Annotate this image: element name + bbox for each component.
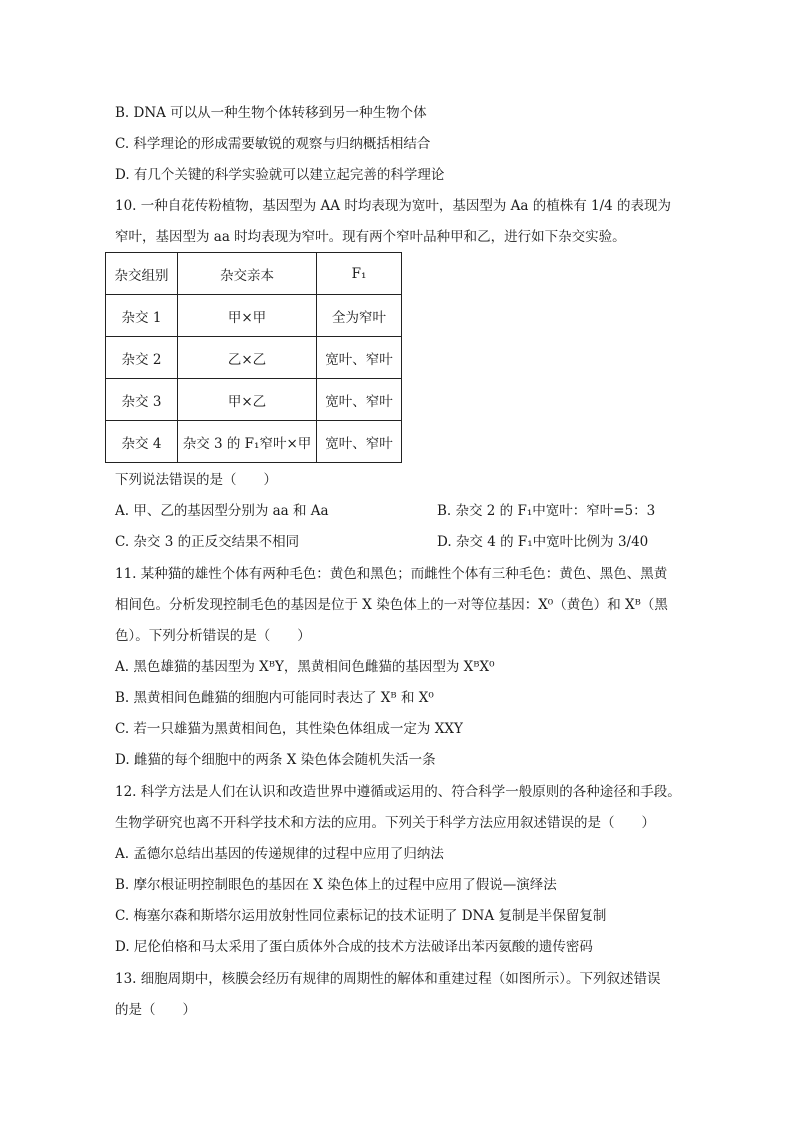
q10-option-a: A. 甲、乙的基因型分别为 aa 和 Aa — [115, 503, 329, 519]
table-row — [106, 337, 402, 379]
table-cell: 宽叶、窄叶 — [317, 379, 402, 421]
table-header: 杂交亲本 — [178, 253, 317, 295]
q12-option-d: D. 尼伦伯格和马太采用了蛋白质体外合成的技术方法破译出苯丙氨酸的遗传密码 — [115, 939, 593, 955]
q12-option-a: A. 孟德尔总结出基因的传递规律的过程中应用了归纳法 — [115, 846, 444, 862]
table-row — [106, 379, 402, 421]
option-d-prev: D. 有几个关键的科学实验就可以建立起完善的科学理论 — [115, 167, 445, 183]
q12-option-b: B. 摩尔根证明控制眼色的基因在 X 染色体上的过程中应用了假说—演绎法 — [115, 877, 557, 893]
table-cell: 宽叶、窄叶 — [317, 421, 402, 463]
q10-text-line2: 窄叶，基因型为 aa 时均表现为窄叶。现有两个窄叶品种甲和乙，进行如下杂交实验。 — [115, 229, 626, 245]
table-header: F₁ — [317, 253, 402, 295]
table-header-row — [106, 253, 402, 295]
option-b-prev: B. DNA 可以从一种生物个体转移到另一种生物个体 — [115, 105, 427, 121]
q13-text-line2: 的是（ ） — [115, 1002, 196, 1018]
table-header: 杂交组别 — [106, 253, 178, 295]
table-cell: 杂交 2 — [106, 337, 178, 379]
table-cell: 杂交 1 — [106, 295, 178, 337]
q10-option-b: B. 杂交 2 的 F₁中宽叶：窄叶=5：3 — [437, 503, 656, 519]
q13-text-line1: 13. 细胞周期中，核膜会经历有规律的周期性的解体和重建过程（如图所示）。下列叙述错误 — [115, 971, 661, 987]
q10-stem: 下列说法错误的是（ ） — [115, 472, 277, 488]
q10-text-line1: 10. 一种自花传粉植物，基因型为 AA 时均表现为宽叶，基因型为 Aa 的植株有 1/4 的表现为 — [115, 198, 672, 214]
option-c-prev: C. 科学理论的形成需要敏锐的观察与归纳概括相结合 — [115, 136, 431, 152]
q10-option-d: D. 杂交 4 的 F₁中宽叶比例为 3/40 — [437, 534, 649, 550]
table-cell: 宽叶、窄叶 — [317, 337, 402, 379]
table-cell: 杂交 3 的 F₁窄叶×甲 — [178, 421, 317, 463]
q12-text-line1: 12. 科学方法是人们在认识和改造世界中遵循或运用的、符合科学一般原则的各种途径和手段。 — [115, 784, 681, 800]
q11-text-line2: 相间色。分析发现控制毛色的基因是位于 X 染色体上的一对等位基因：X⁰（黄色）和 Xᴮ（黑 — [115, 597, 668, 613]
q11-text-line1: 11. 某种猫的雄性个体有两种毛色：黄色和黑色；而雌性个体有三种毛色：黄色、黑色、黑黄 — [115, 566, 668, 582]
table-cell: 杂交 4 — [106, 421, 178, 463]
q11-option-a: A. 黑色雄猫的基因型为 XᴮY，黑黄相间色雌猫的基因型为 XᴮX⁰ — [115, 659, 495, 675]
q11-option-d: D. 雌猫的每个细胞中的两条 X 染色体会随机失活一条 — [115, 752, 436, 768]
q12-option-c: C. 梅塞尔森和斯塔尔运用放射性同位素标记的技术证明了 DNA 复制是半保留复制 — [115, 908, 607, 924]
table-cell: 全为窄叶 — [317, 295, 402, 337]
q12-text-line2: 生物学研究也离不开科学技术和方法的应用。下列关于科学方法应用叙述错误的是（ ） — [115, 815, 655, 831]
table-row — [106, 295, 402, 337]
table-cell: 杂交 3 — [106, 379, 178, 421]
q11-text-line3: 色）。下列分析错误的是（ ） — [115, 628, 311, 644]
q11-option-b: B. 黑黄相间色雌猫的细胞内可能同时表达了 Xᴮ 和 X⁰ — [115, 690, 434, 706]
table-cell: 甲×甲 — [178, 295, 317, 337]
q11-option-c: C. 若一只雄猫为黑黄相间色，其性染色体组成一定为 XXY — [115, 721, 463, 737]
table-cell: 乙×乙 — [178, 337, 317, 379]
table-cell: 甲×乙 — [178, 379, 317, 421]
cross-table — [105, 252, 402, 463]
q10-option-c: C. 杂交 3 的正反交结果不相同 — [115, 534, 300, 550]
table-row — [106, 421, 402, 463]
